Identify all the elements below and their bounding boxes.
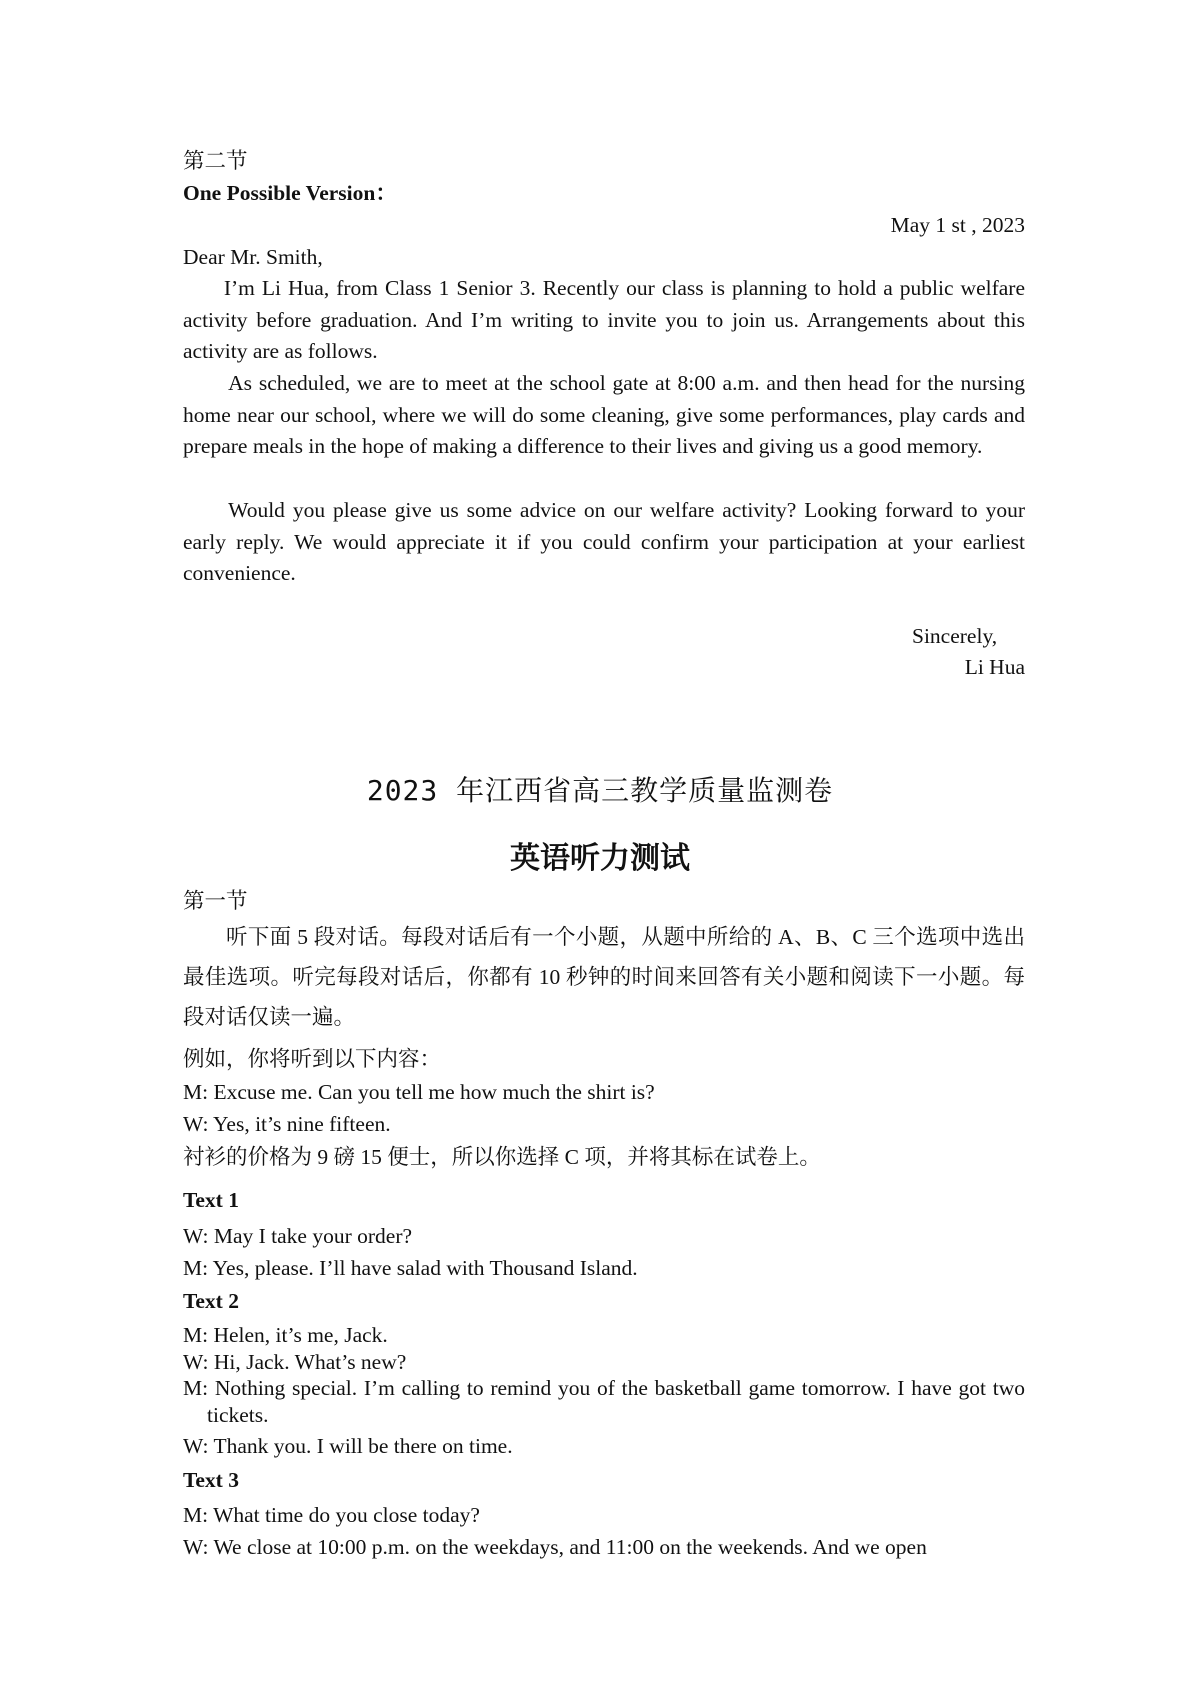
dialogue-line: W: We close at 10:00 p.m. on the weekdays, and 11:00 on the weekends. And we open [183,1535,927,1559]
exam-title: 2023 年江西省高三教学质量监测卷 [366,774,834,807]
dialogue-line: W: Thank you. I will be there on time. [183,1434,513,1458]
letter-salutation: Dear Mr. Smith, [183,245,323,269]
dialogue-line: W: May I take your order? [183,1224,413,1248]
version-label: One Possible Version： [183,181,397,205]
letter-date: May 1 st , 2023 [890,213,1025,237]
letter-paragraph-2: As scheduled, we are to meet at the school gate at 8:00 a.m. and then head for the nursing home near our school, where we will do some cleaning, give some performances, play cards and prepare meals in the hope of making a difference to their lives and giving us a good memory. [183,371,1025,459]
letter-closing: Sincerely, [912,624,998,648]
instructions: 听下面 5 段对话。每段对话后有一个小题，从题中所给的 A、B、C 三个选项中选出最佳选项。听完每段对话后，你都有 10 秒钟的时间来回答有关小题和阅读下一小题。每段对话仅读一遍。 [183,925,1025,1029]
letter-signature: Li Hua [964,655,1025,679]
example-line-m: M: Excuse me. Can you tell me how much the shirt is? [183,1080,655,1104]
example-line-w: W: Yes, it’s nine fifteen. [183,1112,391,1136]
dialogue-line: M: Helen, it’s me, Jack. [183,1323,388,1347]
dialogue-line: W: Hi, Jack. What’s new? [183,1350,407,1374]
letter-paragraph-1: I’m Li Hua, from Class 1 Senior 3. Recently our class is planning to hold a public welfare activity before graduation. And I’m writing to invite you to join us. Arrangements about this activity are as follows. [183,276,1025,364]
dialogue-line: M: Yes, please. I’ll have salad with Thousand Island. [183,1256,638,1280]
text-label: Text 3 [183,1468,239,1492]
exam-subtitle: 英语听力测试 [510,841,690,876]
example-intro: 例如，你将听到以下内容： [183,1047,442,1071]
letter-paragraph-3: Would you please give us some advice on our welfare activity? Looking forward to your early reply. We would appreciate it if you could confirm your participation at your earliest convenience. [183,498,1025,586]
dialogue-line: M: What time do you close today? [183,1503,480,1527]
text-label: Text 2 [183,1289,239,1313]
dialogue-line: M: Nothing special. I’m calling to remind you of the basketball game tomorrow. I have got two tickets. [183,1376,1025,1427]
example-note: 衬衫的价格为 9 磅 15 便士，所以你选择 C 项，并将其标在试卷上。 [183,1145,821,1169]
section-heading: 第二节 [183,149,248,173]
section1-heading: 第一节 [183,889,248,913]
text-label: Text 1 [183,1188,239,1212]
